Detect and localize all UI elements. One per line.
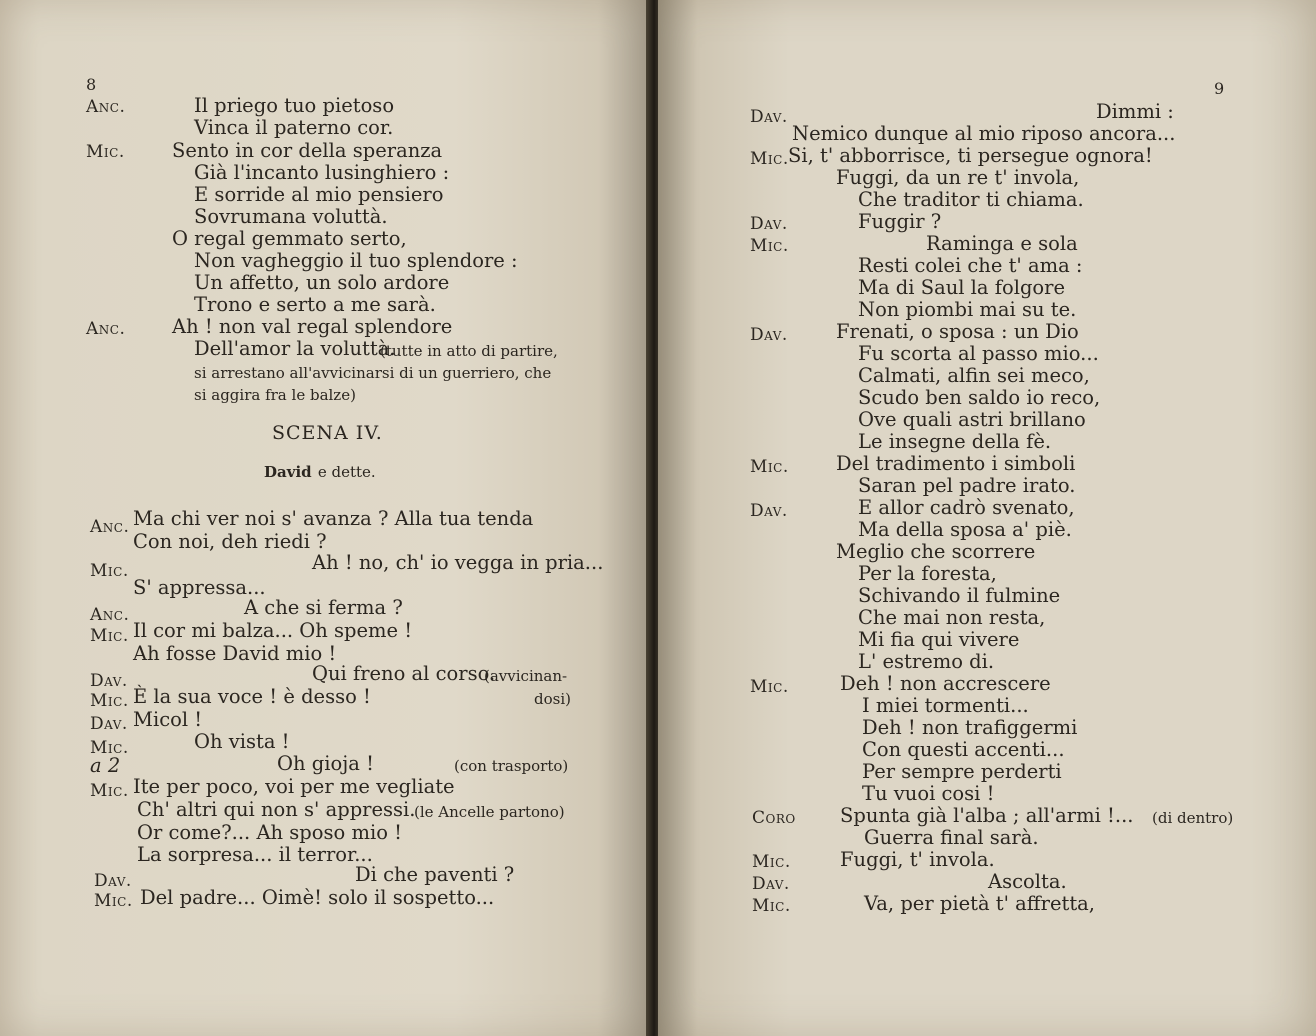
character-name: David [264,463,312,481]
verse-line: Non piombi mai su te. [858,298,1077,321]
page-number: 8 [86,75,97,94]
verse-line: Schivando il fulmine [858,584,1061,607]
left-page [0,0,650,1036]
verse-line: Le insegne della fè. [858,430,1052,453]
verse-line: E allor cadrò svenato, [858,496,1075,519]
speaker: Dav. [90,714,128,734]
verse-line: Frenati, o sposa : un Dio [836,320,1079,343]
verse-line: Del tradimento i simboli [836,452,1076,475]
verse-line: Deh ! non trafiggermi [862,716,1078,739]
verse-line: Guerra final sarà. [864,826,1039,849]
speaker: Anc. [86,319,126,339]
speaker: Mic. [752,896,791,916]
verse-line: S' appressa... [133,576,266,599]
verse-line: Nemico dunque al mio riposo ancora... [792,122,1176,145]
speaker: Mic. [90,561,129,581]
verse-line: Or come?... Ah sposo mio ! [137,821,402,844]
verse-line: Fu scorta al passo mio... [858,342,1099,365]
verse-line: Che traditor ti chiama. [858,188,1084,211]
verse-line: Spunta già l'alba ; all'armi !... [840,804,1134,827]
verse-line: Vinca il paterno cor. [194,116,394,139]
speaker: Mic. [90,781,129,801]
verse-line: La sorpresa... il terror... [137,843,373,866]
verse-line: Dell'amor la voluttà. [194,337,396,360]
speaker: a 2 [90,754,121,777]
verse-line: Scudo ben saldo io reco, [858,386,1101,409]
verse-line: Va, per pietà t' affretta, [864,892,1096,915]
speaker: Mic. [86,142,125,162]
speaker: Dav. [90,671,128,691]
page-number: 9 [1214,79,1225,98]
speaker: Dav. [752,874,790,894]
verse-line: Fuggir ? [858,210,942,233]
verse-line: Qui freno al corso. [312,662,496,685]
scene-characters-rest: e dette. [317,463,376,481]
verse-line: Saran pel padre irato. [858,474,1076,497]
speaker: Dav. [750,214,788,234]
verse-line: Ch' altri qui non s' appressi. [137,798,416,821]
stage-direction: si aggira fra le balze) [194,386,356,404]
verse-line: Meglio che scorrere [836,540,1036,563]
speaker: Dav. [94,871,132,891]
verse-line: Ma chi ver noi s' avanza ? Alla tua tenda [133,507,534,530]
verse-line: L' estremo di. [858,650,995,673]
stage-direction: (avvicinan- [484,667,568,685]
verse-line: Raminga e sola [926,232,1078,255]
verse-line: Oh vista ! [194,730,290,753]
verse-line: Fuggi, da un re t' invola, [836,166,1080,189]
verse-line: Già l'incanto lusinghiero : [194,161,450,184]
verse-line: Ah ! non val regal splendore [172,315,453,338]
verse-line: Resti colei che t' ama : [858,254,1083,277]
verse-line: Oh gioja ! [277,752,374,775]
verse-line: Calmati, alfin sei meco, [858,364,1090,387]
verse-line: Del padre... Oimè! solo il sospetto... [140,886,495,909]
verse-line: O regal gemmato serto, [172,227,407,250]
stage-direction: si arrestano all'avvicinarsi di un guerriero, che [194,364,552,382]
verse-line: Si, t' abborrisce, ti persegue ognora! [788,144,1153,167]
verse-line: Per sempre perderti [862,760,1062,783]
speaker: Mic. [90,738,129,758]
speaker: Mic. [90,691,129,711]
verse-line: Micol ! [133,708,203,731]
verse-line: Il priego tuo pietoso [194,94,395,117]
verse-line: Deh ! non accrescere [840,672,1051,695]
speaker: Dav. [750,107,788,127]
verse-line: È la sua voce ! è desso ! [133,685,371,708]
speaker: Anc. [90,605,130,625]
speaker: Dav. [750,325,788,345]
verse-line: Sovrumana voluttà. [194,205,388,228]
verse-line: Ah ! no, ch' io vegga in pria... [312,551,604,574]
scene-characters [264,460,376,483]
speaker: Mic. [750,677,789,697]
speaker: Coro [752,808,796,828]
verse-line: Con noi, deh riedi ? [133,530,327,553]
verse-line: E sorride al mio pensiero [194,183,444,206]
verse-line: Ma della sposa a' piè. [858,518,1072,541]
speaker: Anc. [90,517,130,537]
verse-line: Non vagheggio il tuo splendore : [194,249,518,272]
verse-line: Trono e serto a me sarà. [194,293,436,316]
stage-direction: (di dentro) [1152,809,1234,827]
verse-line: Un affetto, un solo ardore [194,271,450,294]
verse-line: A che si ferma ? [244,596,403,619]
verse-line: Ma di Saul la folgore [858,276,1066,299]
verse-line: I miei tormenti... [862,694,1029,717]
verse-line: Ascolta. [988,870,1067,893]
stage-direction: dosi) [534,690,571,708]
speaker: Mic. [90,626,129,646]
speaker: Dav. [750,501,788,521]
verse-line: Per la foresta, [858,562,997,585]
scene-heading: SCENA IV. [272,422,383,444]
verse-line: Sento in cor della speranza [172,139,443,162]
stage-direction: (le Ancelle partono) [414,803,565,821]
verse-line: Il cor mi balza... Oh speme ! [133,619,413,642]
speaker: Mic. [94,891,133,911]
right-page [658,0,1316,1036]
verse-line: Fuggi, t' invola. [840,848,995,871]
verse-line: Che mai non resta, [858,606,1046,629]
verse-line: Ah fosse David mio ! [133,642,337,665]
speaker: Mic. [752,852,791,872]
verse-line: Ove quali astri brillano [858,408,1086,431]
verse-line: Tu vuoi cosi ! [862,782,995,805]
verse-line: Mi fia qui vivere [858,628,1020,651]
speaker: Mic. [750,457,789,477]
stage-direction: (con trasporto) [454,757,569,775]
speaker: Mic. [750,236,789,256]
verse-line: Con questi accenti... [862,738,1065,761]
speaker: Anc. [86,97,126,117]
verse-line: Ite per poco, voi per me vegliate [133,775,455,798]
stage-direction: (tutte in atto di partire, [380,342,558,360]
verse-line: Di che paventi ? [355,863,515,886]
verse-line: Dimmi : [1096,100,1174,123]
speaker: Mic. [750,149,789,169]
